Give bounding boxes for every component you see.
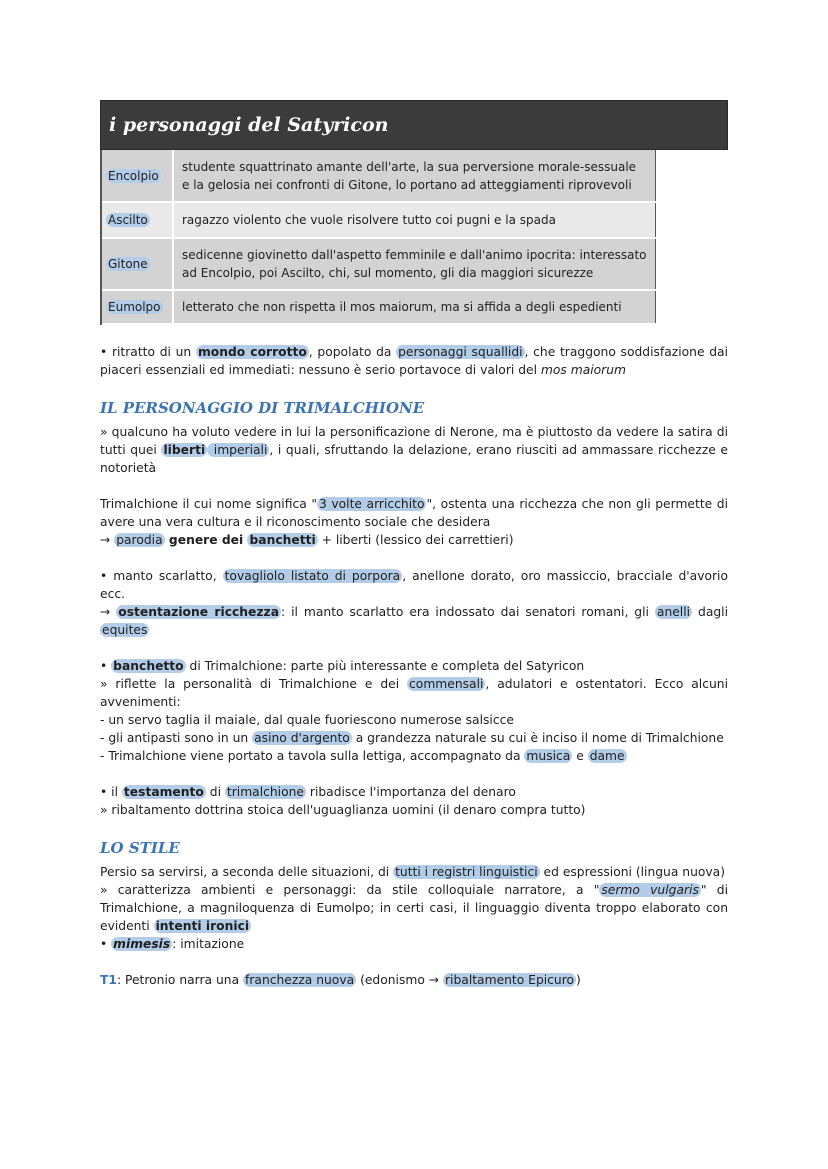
trimalchione-section: » qualcuno ha voluto vedere in lui la personificazione di Nerone, ma è piuttosto da vedere la satira di tutti quei liberti imperiali , i quali, sfruttando la delazione, erano riusciti ad ammassare ricchezze e notorietà Trimalchione il cui nome significa " 3 volte arricchito ", ostenta una ricchezza che non gli permette di avere una vera cultura e il riconoscimento sociale che desidera → parodia genere dei banchetti + liberti (lessico dei carrettieri) • manto scarlatto, tovagliolo listato di porpora , anellone dorato, oro massiccio, bracciale d'avorio ecc. → ostentazione ricchezza : il manto scarlatto era indossato dai senatori romani, gli anelli dagli equites • banchetto di Trimalchione: parte più interessante e completa del Satyricon » riflette la personalità di Trimalchione e dei commensali , adulatori e ostentatori. Ecco alcuni avvenimenti: - un servo taglia il maiale, dal quale fuoriescono numerose salsicce - gli antipasti sono in un asino d'argento a grandezza naturale su cui è inciso il nome di Trimalchione - Trimalchione viene portato a tavola sulla lettiga, accompagnato da musica e dame • il testamento di trimalchione ribadisce l'importanza del denaro » ribaltamento dottrina stoica dell'uguaglianza uomini (il denaro compra tutto) bbox=[100, 425, 729, 817]
section-heading-trimalchione: IL PERSONAGGIO DI TRIMALCHIONE bbox=[100, 399, 425, 417]
character-name: Ascilto bbox=[108, 213, 148, 227]
table-row bbox=[101, 290, 656, 324]
table-row bbox=[101, 202, 656, 238]
table-title: i personaggi del Satyricon bbox=[109, 114, 389, 136]
character-description: studente squattrinato amante dell'arte, la sua perversione morale-sessuale e la gelosia nei confronti di Gitone, lo portano ad atteggiamenti riprovevoli bbox=[173, 150, 656, 202]
character-description: letterato che non rispetta il mos maiorum, ma si affida a degli espedienti bbox=[173, 290, 656, 324]
stile-section: Persio sa servirsi, a seconda delle situazioni, di tutti i registri linguistici ed espressioni (lingua nuova) » caratterizza ambienti e personaggi: da stile colloquiale narratore, a " sermo vulgaris " di Trimalchione, a magniloquenza di Eumolpo; in certi casi, il linguaggio diventa troppo elaborato con evidenti intenti ironici • mimesis : imitazione T1: Petronio narra una franchezza nuova (edonismo → ribaltamento Epicuro ) bbox=[100, 865, 728, 987]
section-heading-stile: LO STILE bbox=[100, 839, 180, 857]
intro-paragraph: • ritratto di un mondo corrotto , popolato da personaggi squallidi , che traggono soddisfazione dai piaceri essenziali ed immediati: nessuno è serio portavoce di valori del mos maiorum bbox=[100, 345, 728, 377]
table-row bbox=[101, 238, 656, 290]
table-row bbox=[101, 150, 656, 202]
text-label: T1 bbox=[100, 973, 117, 987]
character-name: Gitone bbox=[108, 257, 148, 271]
table-title-bar bbox=[100, 100, 728, 150]
character-description: sedicenne giovinetto dall'aspetto femminile e dall'animo ipocrita: interessato ad Encolpio, poi Ascilto, chi, sul momento, gli dia maggiori sicurezze bbox=[173, 238, 656, 290]
character-description: ragazzo violento che vuole risolvere tutto coi pugni e la spada bbox=[173, 202, 656, 238]
document-page bbox=[100, 100, 728, 989]
characters-table bbox=[100, 150, 656, 325]
character-name: Encolpio bbox=[108, 168, 159, 183]
character-name: Eumolpo bbox=[108, 300, 161, 314]
